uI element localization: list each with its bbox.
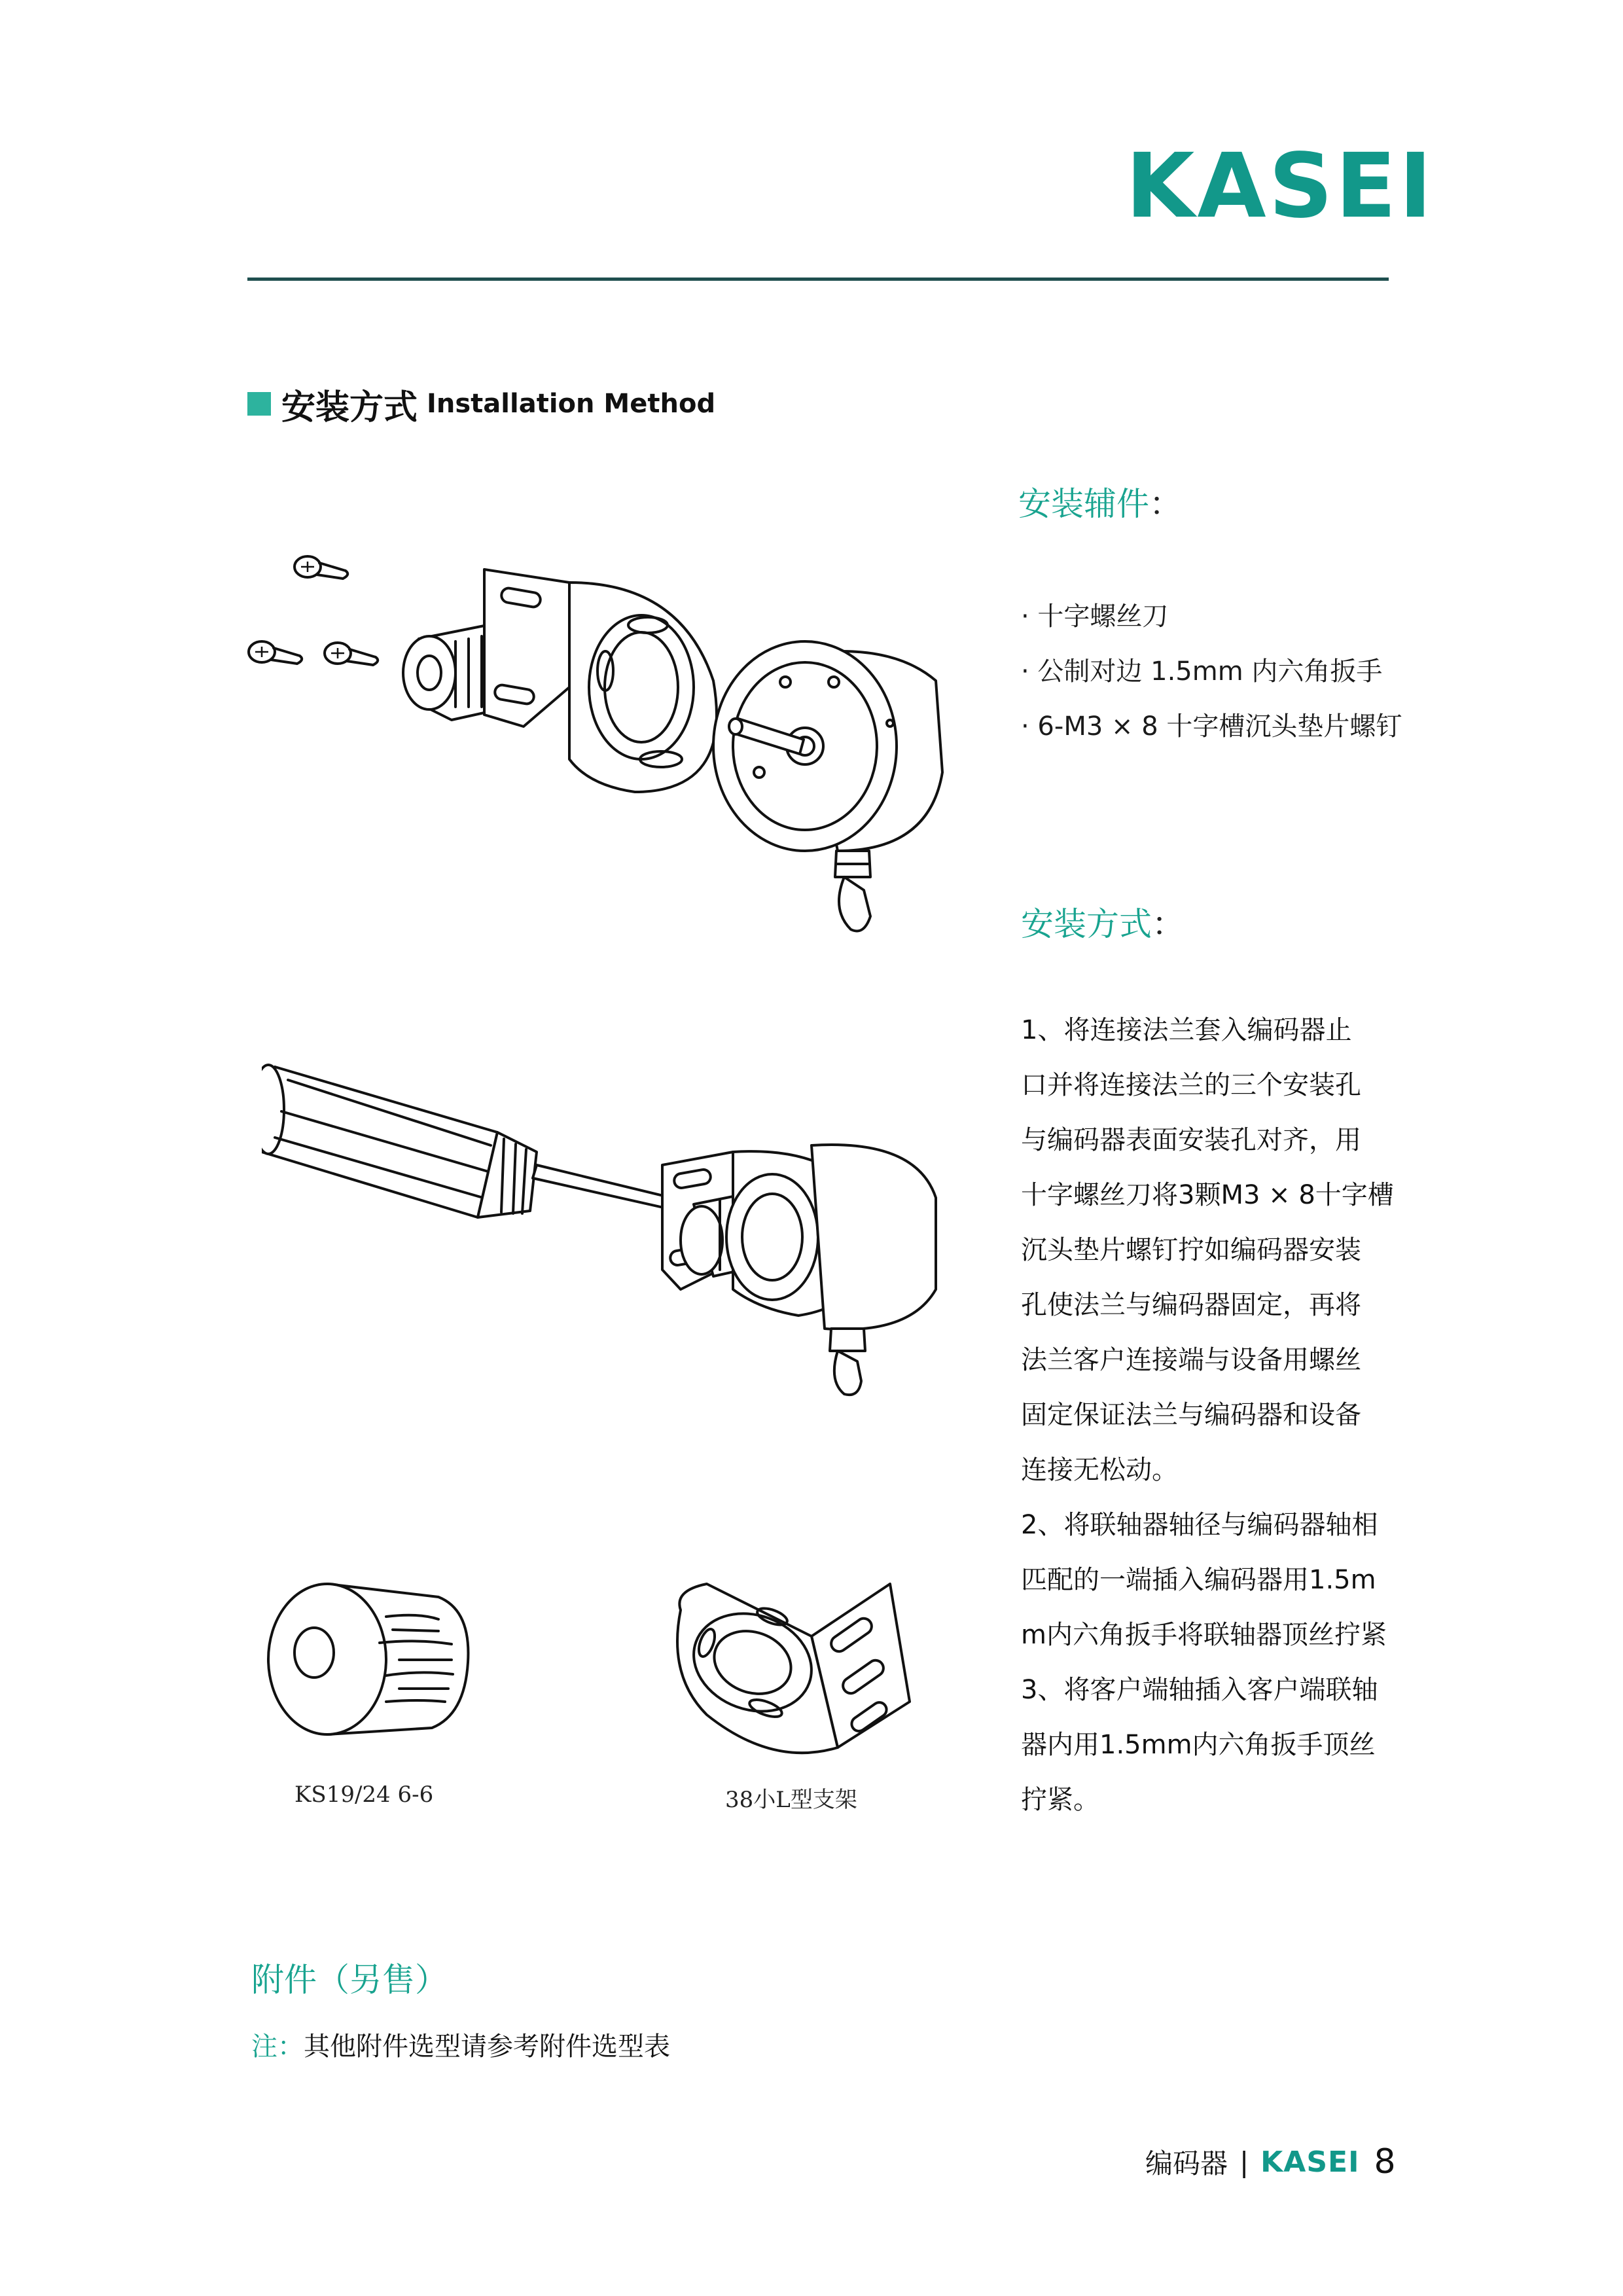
screw-icon	[249, 641, 302, 664]
screw-icon	[325, 643, 378, 665]
accessories-heading: 附件（另售）	[251, 1961, 448, 1999]
step-line: 连接无松动。	[1021, 1455, 1178, 1485]
instruction-steps	[1021, 1003, 1427, 1827]
method-heading	[1021, 898, 1185, 945]
step-line: 匹配的一端插入编码器用1.5m	[1021, 1565, 1376, 1595]
coupling-illustration	[262, 1571, 478, 1741]
step-line: 法兰客户连接端与设备用螺丝	[1021, 1345, 1361, 1375]
list-item: · 公制对边 1.5mm 内六角扳手	[1021, 656, 1383, 687]
step-line: 孔使法兰与编码器固定，再将	[1021, 1290, 1361, 1320]
page-number: 8	[1374, 2142, 1396, 2181]
section-heading	[247, 381, 715, 427]
step-line: 3、将客户端轴插入客户端联轴	[1021, 1675, 1378, 1705]
note	[251, 2026, 670, 2063]
coupling-caption: KS19/24 6-6	[294, 1782, 434, 1808]
step-line: m内六角扳手将联轴器顶丝拧紧	[1021, 1620, 1387, 1650]
footer-brand: KASEI	[1260, 2145, 1360, 2179]
step-line: 与编码器表面安装孔对齐，用	[1021, 1125, 1361, 1155]
tools-heading	[1018, 478, 1182, 525]
note-label: 注：	[251, 2032, 304, 2062]
header-divider	[247, 278, 1389, 281]
section-title-en: Installation Method	[427, 389, 716, 419]
tools-heading-text: 安装辅件	[1018, 485, 1149, 523]
footer-product: 编码器	[1145, 2147, 1228, 2179]
step-line: 2、将联轴器轴径与编码器轴相	[1021, 1510, 1378, 1540]
exploded-assembly-illustration	[236, 511, 988, 956]
bracket-caption: 38小L型支架	[725, 1787, 857, 1813]
tools-heading-colon: ：	[1149, 485, 1182, 523]
note-text: 其他附件选型请参考附件选型表	[304, 2032, 670, 2062]
method-heading-colon: ：	[1152, 905, 1185, 943]
step-line: 拧紧。	[1021, 1785, 1099, 1815]
step-line: 固定保证法兰与编码器和设备	[1021, 1400, 1361, 1430]
screwdriver-assembly-illustration	[262, 1041, 955, 1407]
screw-icon	[294, 556, 348, 579]
list-item: · 6-M3 × 8 十字槽沉头垫片螺钉	[1021, 711, 1402, 742]
brand-logo: KASEI	[1126, 135, 1435, 238]
step-line: 沉头垫片螺钉拧如编码器安装	[1021, 1235, 1361, 1265]
footer-separator: |	[1240, 2145, 1249, 2178]
tools-list	[1021, 589, 1479, 754]
screwdriver-icon	[262, 1065, 720, 1220]
l-bracket-illustration	[654, 1571, 929, 1767]
section-title-zh: 安装方式	[281, 387, 418, 427]
page-footer	[1145, 2139, 1396, 2185]
method-heading-text: 安装方式	[1021, 905, 1152, 943]
encoder-part	[713, 641, 942, 931]
assembled-encoder-part	[662, 1145, 936, 1395]
l-bracket-part	[484, 569, 717, 792]
step-line: 1、将连接法兰套入编码器止	[1021, 1015, 1352, 1045]
step-line: 器内用1.5mm内六角扳手顶丝	[1021, 1730, 1376, 1760]
step-line: 十字螺丝刀将3颗M3 × 8十字槽	[1021, 1180, 1394, 1210]
section-marker	[247, 392, 271, 416]
list-item: · 十字螺丝刀	[1021, 601, 1169, 632]
step-line: 口并将连接法兰的三个安装孔	[1021, 1070, 1361, 1100]
